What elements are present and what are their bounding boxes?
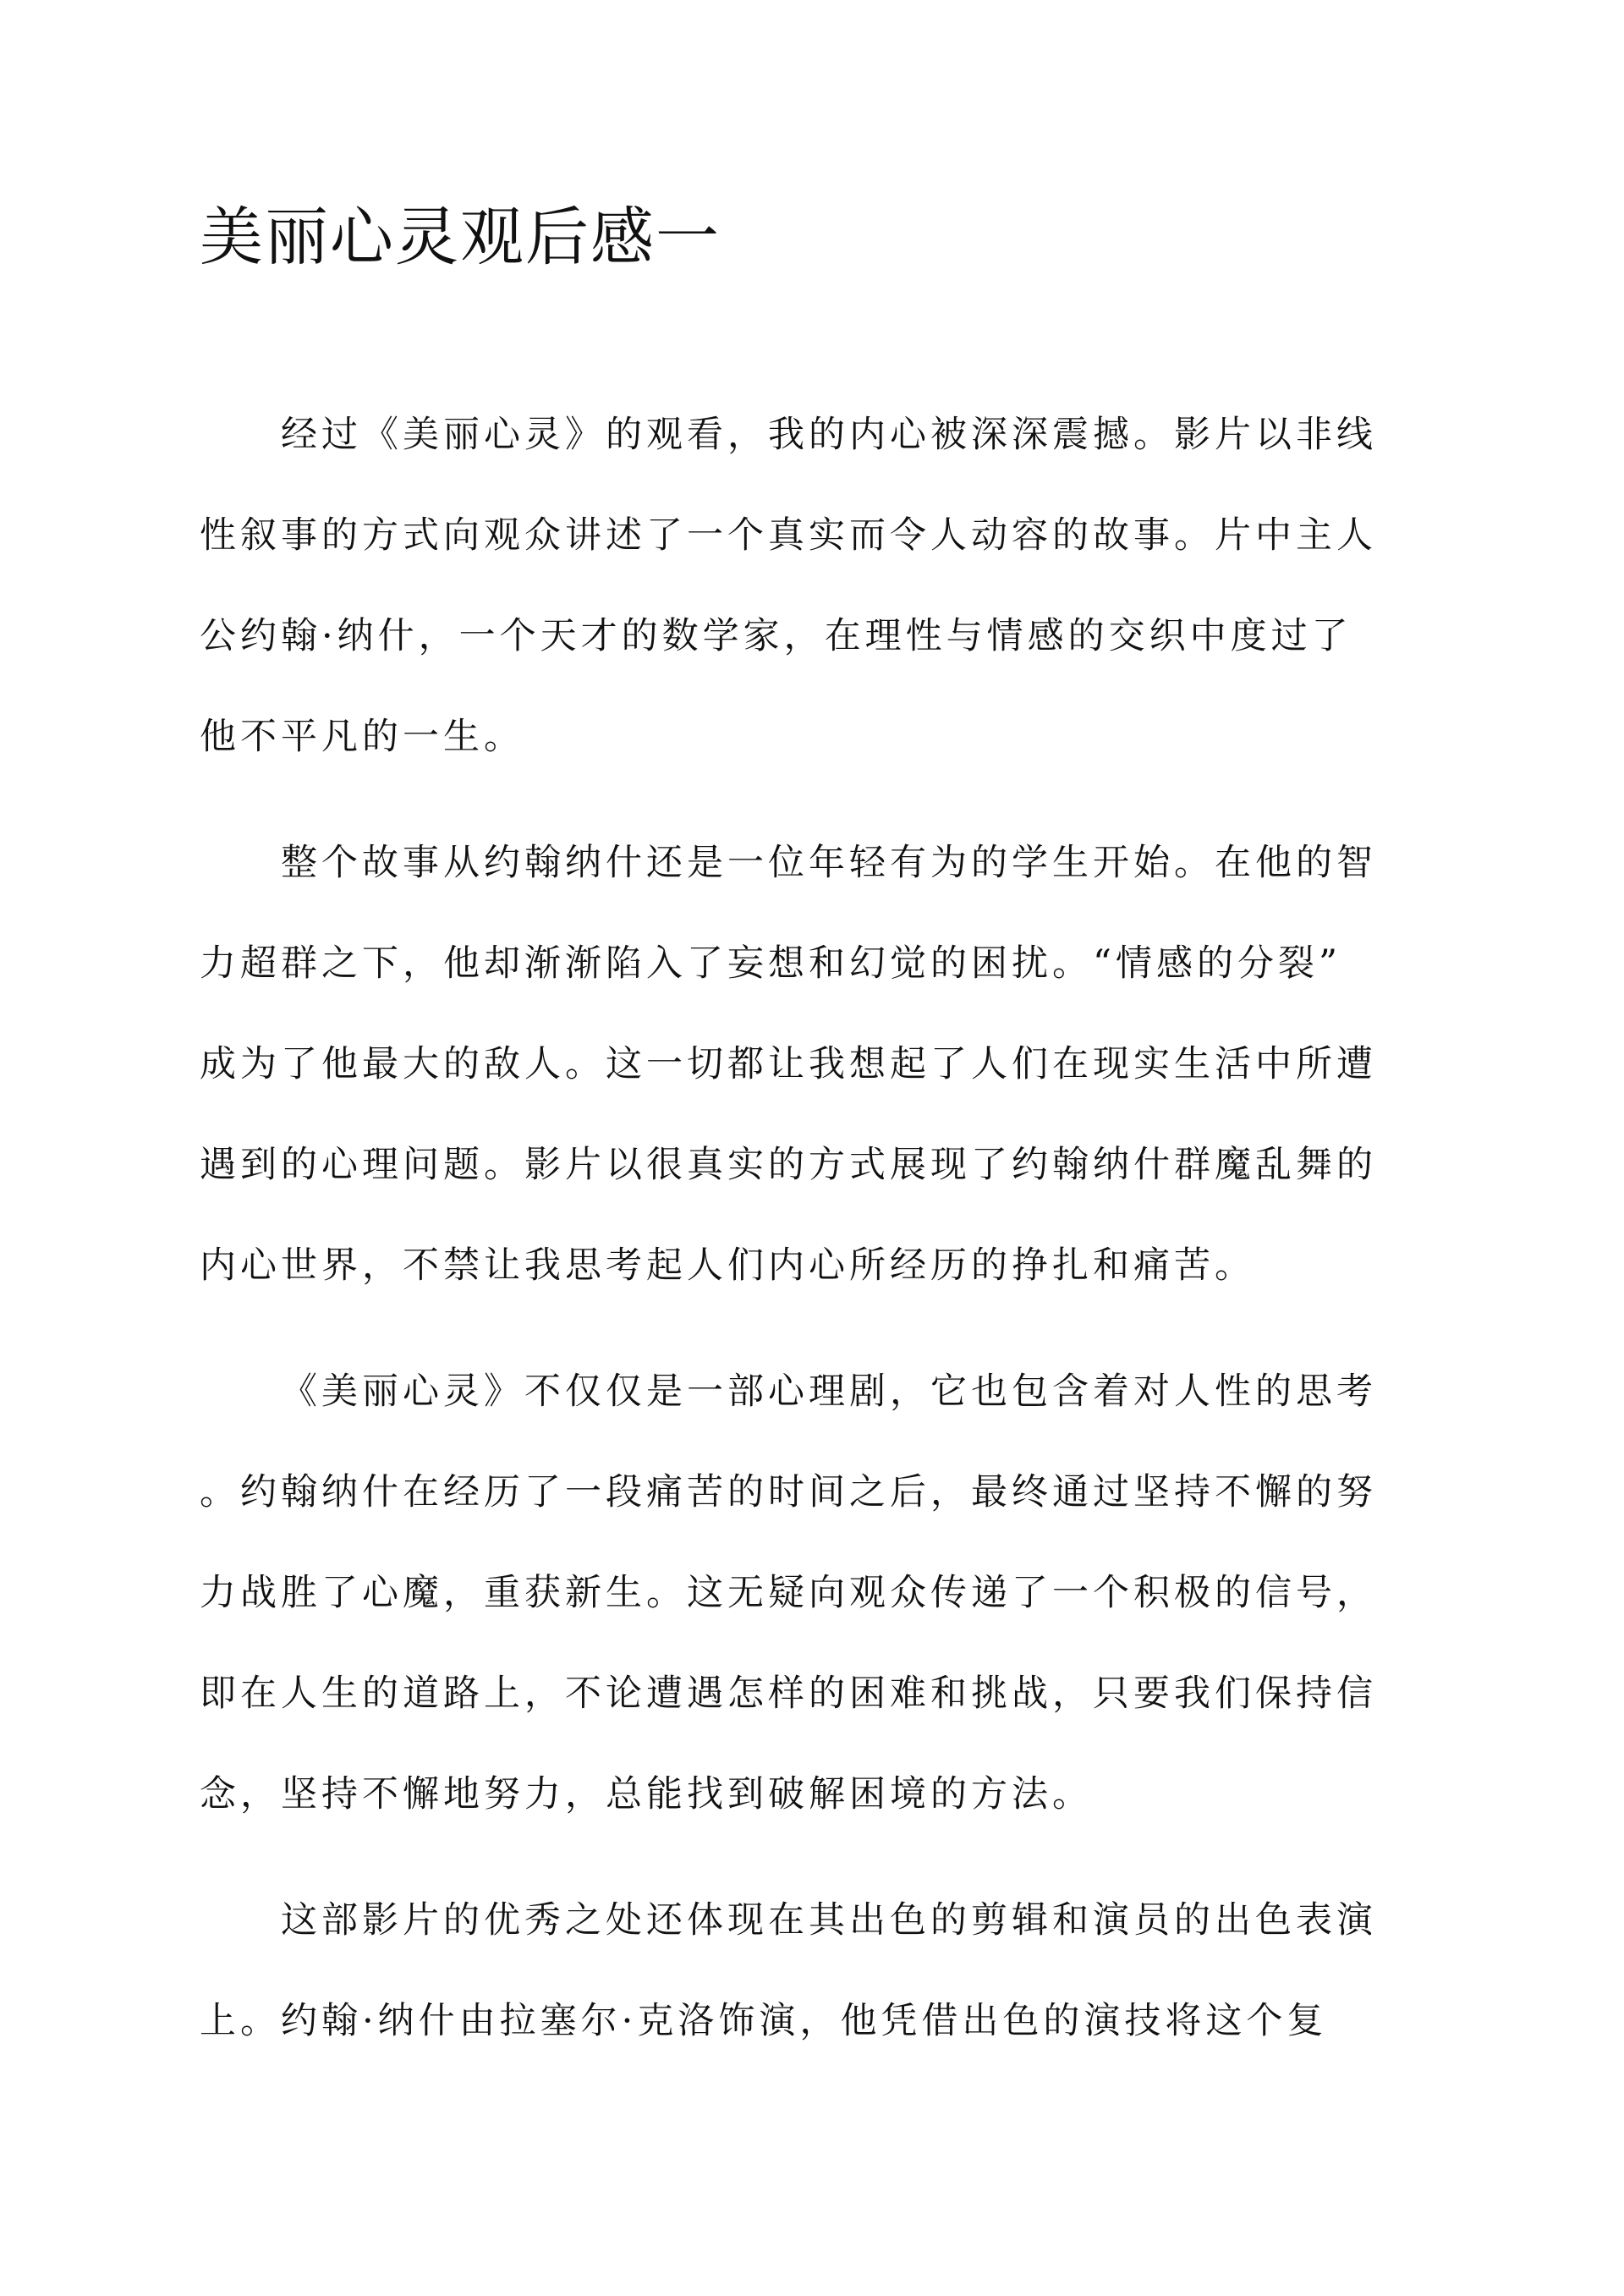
paragraph-line: 力超群之下，他却渐渐陷入了妄想和幻觉的困扰。“情感的分裂” (200, 942, 1341, 985)
paragraph-line: 性叙事的方式向观众讲述了一个真实而令人动容的故事。片中主人 (200, 514, 1377, 557)
paragraph-line: 。约翰纳什在经历了一段痛苦的时间之后，最终通过坚持不懈的努 (200, 1471, 1377, 1513)
paragraph-1 (200, 385, 1424, 788)
paragraph-line: 内心世界，不禁让我思考起人们内心所经历的挣扎和痛苦。 (200, 1244, 1255, 1287)
paragraph-2 (200, 813, 1424, 1316)
paragraph-line: 《美丽心灵》不仅仅是一部心理剧，它也包含着对人性的思考 (281, 1370, 1377, 1413)
paragraph-line: 他不平凡的一生。 (200, 716, 524, 758)
paragraph-line: 即在人生的道路上，不论遭遇怎样的困难和挑战，只要我们保持信 (200, 1673, 1377, 1715)
paragraph-line: 公约翰·纳什，一个天才的数学家，在理性与情感的交织中度过了 (200, 615, 1352, 657)
paragraph-4 (200, 1870, 1424, 2072)
document-title: 美丽心灵观后感一 (200, 200, 721, 274)
paragraph-line: 力战胜了心魔，重获新生。这无疑向观众传递了一个积极的信号， (200, 1572, 1377, 1614)
document-body (200, 385, 1424, 2097)
paragraph-line: 成为了他最大的敌人。这一切都让我想起了人们在现实生活中所遭 (200, 1043, 1377, 1085)
paragraph-line: 经过《美丽心灵》的观看，我的内心被深深震撼。影片以非线 (281, 414, 1377, 456)
paragraph-line: 遇到的心理问题。影片以很真实的方式展现了约翰纳什群魔乱舞的 (200, 1144, 1377, 1186)
paragraph-3 (200, 1342, 1424, 1845)
paragraph-line: 整个故事从约翰纳什还是一位年轻有为的学生开始。在他的智 (281, 842, 1377, 884)
paragraph-line: 上。约翰·纳什由拉塞尔·克洛饰演，他凭借出色的演技将这个复 (200, 2000, 1328, 2042)
paragraph-line: 这部影片的优秀之处还体现在其出色的剪辑和演员的出色表演 (281, 1899, 1377, 1942)
paragraph-line: 念，坚持不懈地努力，总能找到破解困境的方法。 (200, 1773, 1093, 1815)
